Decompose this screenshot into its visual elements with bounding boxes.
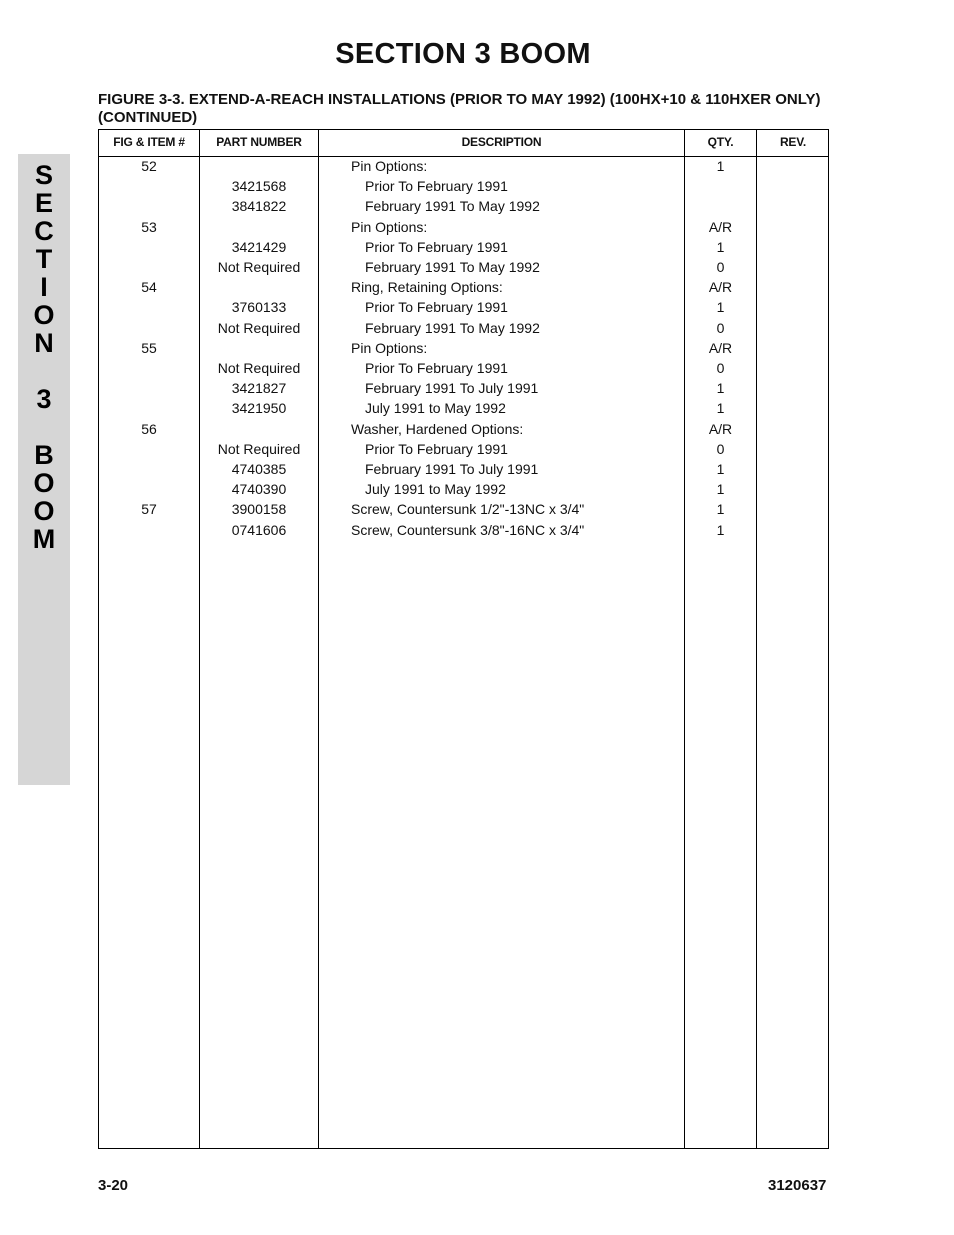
- qty-cell: 1: [716, 238, 725, 255]
- section-title: SECTION 3 BOOM: [335, 38, 591, 70]
- fig-item-cell: 57: [141, 501, 157, 518]
- table-row: [99, 479, 828, 499]
- side-tab-letter: E: [34, 188, 53, 218]
- document-number: 3120637: [768, 1177, 827, 1194]
- table-row: [99, 338, 828, 358]
- table-row: [99, 277, 828, 297]
- table-row: [99, 459, 828, 479]
- side-tab-letter: O: [33, 496, 55, 526]
- description-cell: July 1991 to May 1992: [365, 400, 506, 417]
- header-qty: QTY.: [707, 135, 734, 149]
- header-part-number: PART NUMBER: [216, 135, 302, 149]
- description-cell: Pin Options:: [351, 218, 428, 235]
- header-fig-item: FIG & ITEM #: [113, 135, 185, 149]
- page-number: 3-20: [98, 1177, 129, 1194]
- qty-cell: 1: [716, 521, 725, 538]
- description-cell: Prior To February 1991: [365, 299, 508, 316]
- parts-table: [98, 129, 829, 1149]
- side-tab-letter: B: [34, 440, 54, 470]
- description-cell: Pin Options:: [351, 158, 428, 174]
- part-number-cell: 3760133: [231, 299, 287, 316]
- table-row: [99, 378, 828, 398]
- side-tab-letter: M: [32, 524, 56, 554]
- table-row: [99, 439, 828, 459]
- fig-item-cell: 56: [141, 420, 157, 437]
- table-row: [99, 499, 828, 519]
- side-tab-letter: 3: [36, 384, 52, 414]
- part-number-cell: 3841822: [231, 198, 287, 215]
- part-number-cell: 4740390: [231, 481, 287, 498]
- side-tab-letter: N: [34, 328, 54, 358]
- side-tab-letter: T: [35, 244, 53, 274]
- part-number-cell: Not Required: [217, 319, 301, 336]
- qty-cell: 1: [716, 299, 725, 316]
- header-description: DESCRIPTION: [461, 135, 542, 149]
- qty-cell: A/R: [708, 339, 733, 356]
- description-cell: Pin Options:: [351, 339, 428, 356]
- qty-cell: A/R: [708, 420, 733, 437]
- part-number-cell: 3421950: [231, 400, 287, 417]
- qty-cell: 1: [716, 461, 725, 477]
- description-cell: July 1991 to May 1992: [365, 481, 506, 498]
- table-row: [99, 176, 828, 196]
- qty-cell: 0: [716, 440, 725, 457]
- part-number-cell: Not Required: [217, 259, 301, 275]
- description-cell: Screw, Countersunk 3/8"-16NC x 3/4": [351, 521, 585, 538]
- fig-item-cell: 52: [141, 158, 157, 174]
- side-tab-letter: I: [40, 272, 48, 302]
- qty-cell: 0: [716, 319, 725, 336]
- table-row: [99, 196, 828, 216]
- description-cell: Washer, Hardened Options:: [351, 420, 524, 437]
- table-row: [99, 520, 828, 540]
- description-cell: February 1991 To July 1991: [365, 461, 539, 477]
- table-row: [99, 398, 828, 418]
- qty-cell: 1: [716, 380, 725, 397]
- fig-item-cell: 55: [141, 339, 157, 356]
- table-row: [99, 257, 828, 277]
- fig-item-cell: 54: [141, 279, 157, 296]
- table-row: [99, 318, 828, 338]
- part-number-cell: Not Required: [217, 360, 301, 376]
- qty-cell: 1: [716, 501, 725, 518]
- part-number-cell: 3421827: [231, 380, 287, 397]
- description-cell: Prior To February 1991: [365, 440, 508, 457]
- description-cell: February 1991 To May 1992: [365, 198, 540, 215]
- side-tab-letter: C: [34, 216, 54, 246]
- header-rev: REV.: [779, 135, 807, 149]
- table-row: [99, 156, 828, 176]
- part-number-cell: 3900158: [231, 501, 287, 518]
- part-number-cell: 4740385: [231, 461, 287, 477]
- description-cell: Prior To February 1991: [365, 238, 508, 255]
- description-cell: Prior To February 1991: [365, 360, 508, 376]
- description-cell: February 1991 To May 1992: [365, 259, 540, 275]
- part-number-cell: 3421429: [231, 238, 287, 255]
- qty-cell: A/R: [708, 218, 733, 235]
- part-number-cell: 0741606: [231, 521, 287, 538]
- table-row: [99, 237, 828, 257]
- qty-cell: 1: [716, 158, 725, 174]
- side-tab-letter: O: [33, 468, 55, 498]
- side-tab-letter: S: [34, 160, 53, 190]
- description-cell: February 1991 To May 1992: [365, 319, 540, 336]
- side-tab-letter: O: [33, 300, 55, 330]
- part-number-cell: 3421568: [231, 178, 287, 195]
- table-row: [99, 358, 828, 378]
- qty-cell: 0: [716, 259, 725, 275]
- qty-cell: A/R: [708, 279, 733, 296]
- qty-cell: 1: [716, 400, 725, 417]
- table-row: [99, 297, 828, 317]
- description-cell: Prior To February 1991: [365, 178, 508, 195]
- figure-title: FIGURE 3-3. EXTEND-A-REACH INSTALLATIONS (PRIOR TO MAY 1992) (100HX+10 & 110HXER ONLY) (CONTINUED): [98, 91, 821, 126]
- qty-cell: 0: [716, 360, 725, 376]
- section-side-tab: [18, 154, 70, 785]
- fig-item-cell: 53: [141, 218, 157, 235]
- description-cell: February 1991 To July 1991: [365, 380, 539, 397]
- description-cell: Screw, Countersunk 1/2"-13NC x 3/4": [351, 501, 585, 518]
- qty-cell: 1: [716, 481, 725, 498]
- description-cell: Ring, Retaining Options:: [351, 279, 503, 296]
- part-number-cell: Not Required: [217, 440, 301, 457]
- table-row: [99, 217, 828, 237]
- table-row: [99, 419, 828, 439]
